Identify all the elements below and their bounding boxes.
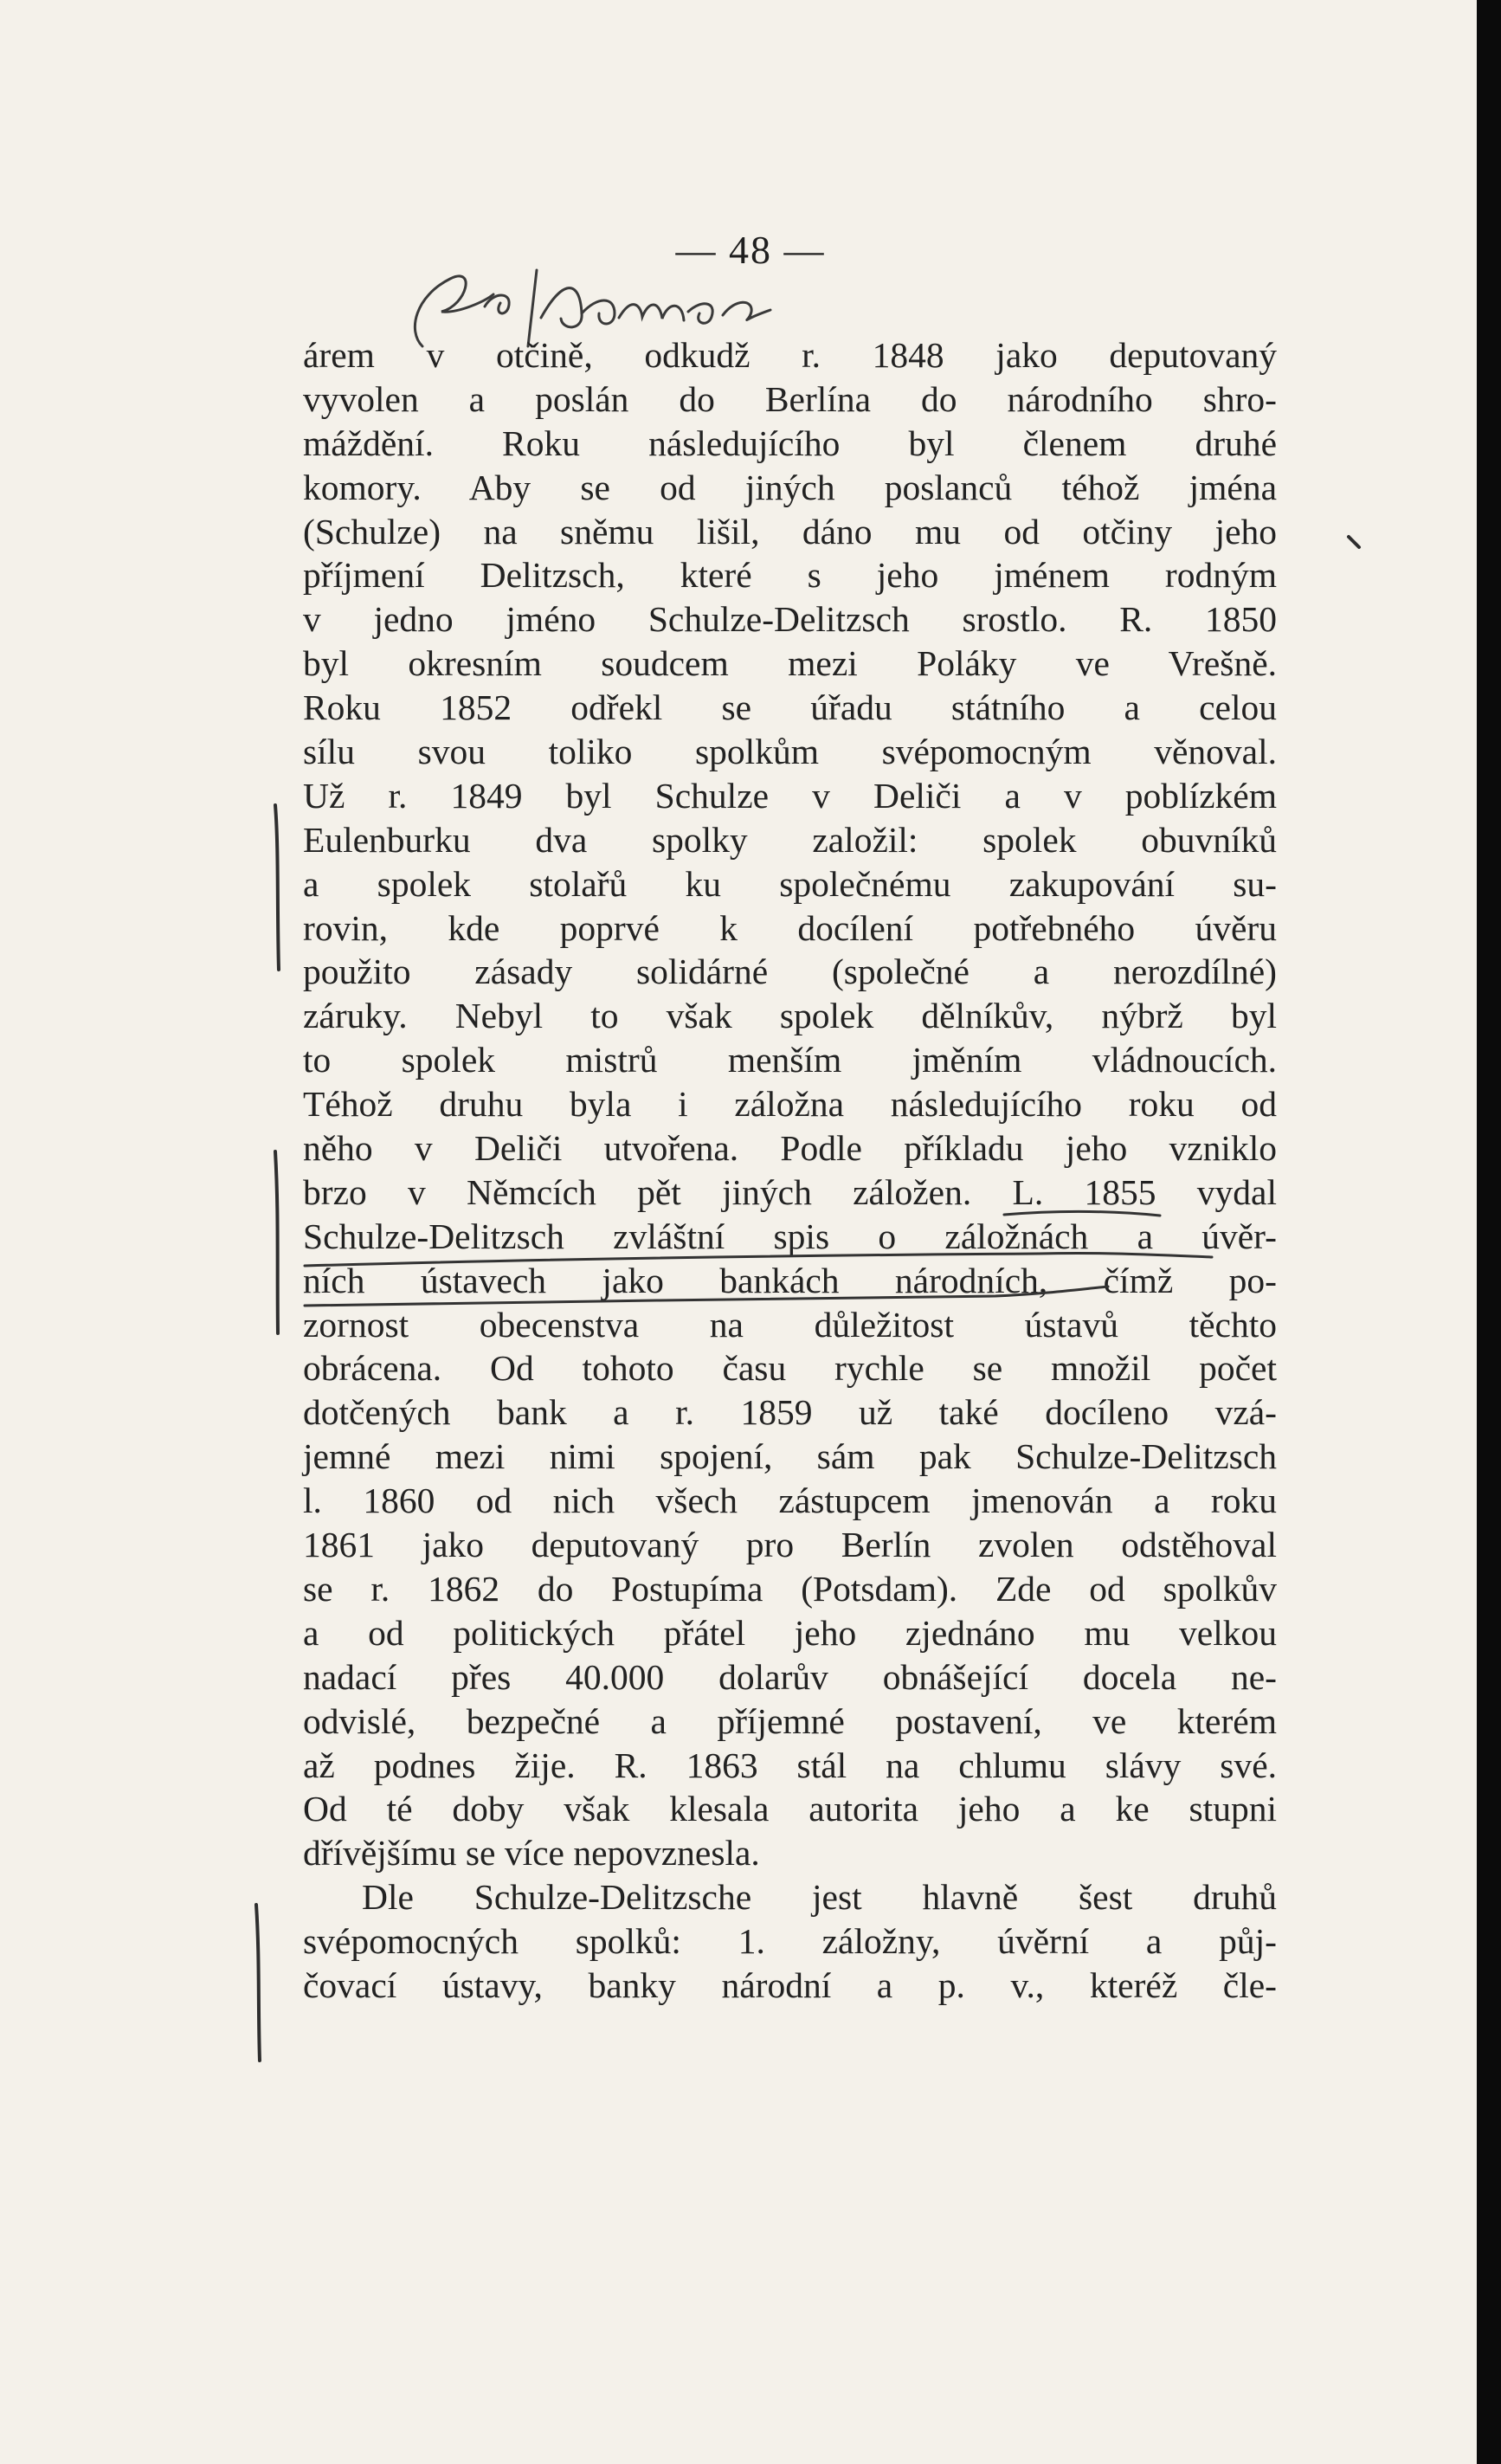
text-line: Eulenburku dva spolky založil: spolek obuvníků (303, 819, 1277, 860)
text-line: máždění. Roku následujícího byl členem druhé (303, 422, 1277, 463)
text-line: zornost obecenstva na důležitost ústavů těchto (303, 1304, 1277, 1345)
text-line: (Schulze) na sněmu lišil, dáno mu od otčiny jeho (303, 511, 1277, 551)
text-line: Schulze-Delitzsch zvláštní spis o záložnách a úvěr- (303, 1216, 1277, 1256)
text-line: až podnes žije. R. 1863 stál na chlumu slávy své. (303, 1745, 1277, 1785)
text-line: svépomocných spolků: 1. záložny, úvěrní a půj- (303, 1921, 1277, 1962)
scan-edge (1477, 0, 1501, 2464)
text-line: použito zásady solidárné (společné a nerozdílné) (303, 951, 1277, 992)
page-number: — 48 — (675, 228, 826, 272)
text-line: dřívějšímu se více nepovznesla. (303, 1833, 760, 1874)
text-line: rovin, kde poprvé k docílení potřebného úvěru (303, 907, 1277, 948)
text-line: Téhož druhu byla i záložna následujícího roku od (303, 1084, 1277, 1125)
text-line: Roku 1852 odřekl se úřadu státního a celou (303, 687, 1277, 728)
text-line: v jedno jméno Schulze-Delitzsch srostlo. R. 1850 (303, 599, 1277, 640)
text-line: vyvolen a poslán do Berlína do národního shro- (303, 378, 1277, 419)
text-line: to spolek mistrů menším jměním vládnoucích. (303, 1040, 1277, 1080)
text-line: se r. 1862 do Postupíma (Potsdam). Zde od spolkův (303, 1568, 1277, 1609)
text-line: jemné mezi nimi spojení, sám pak Schulze-Delitzsch (303, 1436, 1277, 1477)
text-line: čovací ústavy, banky národní a p. v., kteréž čle- (303, 1964, 1277, 2005)
text-line: 1861 jako deputovaný pro Berlín zvolen odstěhoval (303, 1525, 1277, 1565)
text-line: sílu svou toliko spolkům svépomocným věnoval. (303, 732, 1277, 772)
text-line: a od politických přátel jeho zjednáno mu velkou (303, 1612, 1277, 1653)
text-line: l. 1860 od nich všech zástupcem jmenován a roku (303, 1480, 1277, 1521)
text-line: odvislé, bezpečné a příjemné postavení, ve kterém (303, 1700, 1277, 1741)
text-line: brzo v Němcích pět jiných záložen. L. 1855 vydal (303, 1171, 1277, 1212)
text-line: obrácena. Od tohoto času rychle se množil počet (303, 1348, 1277, 1389)
body-text (303, 333, 1277, 2008)
text-line: něho v Deliči utvořena. Podle příkladu jeho vzniklo (303, 1128, 1277, 1169)
text-line: Dle Schulze-Delitzsche jest hlavně šest druhů (362, 1877, 1277, 1918)
text-line: příjmení Delitzsch, které s jeho jménem rodným (303, 555, 1277, 596)
text-line: Už r. 1849 byl Schulze v Deliči a v poblízkém (303, 775, 1277, 816)
text-line: dotčených bank a r. 1859 už také docíleno vzá- (303, 1392, 1277, 1433)
text-line: a spolek stolařů ku společnému zakupování su- (303, 863, 1277, 904)
text-line: árem v otčině, odkudž r. 1848 jako deputovaný (303, 335, 1277, 375)
text-line: ních ústavech jako bankách národních, čímž po- (303, 1260, 1277, 1300)
text-line: nadací přes 40.000 dolarův obnášející docela ne- (303, 1656, 1277, 1697)
text-line: záruky. Nebyl to však spolek dělníkův, nýbrž byl (303, 996, 1277, 1036)
text-line: Od té doby však klesala autorita jeho a ke stupni (303, 1789, 1277, 1829)
text-line: komory. Aby se od jiných poslanců téhož jména (303, 467, 1277, 507)
text-line: byl okresním soudcem mezi Poláky ve Vrešně. (303, 643, 1277, 684)
